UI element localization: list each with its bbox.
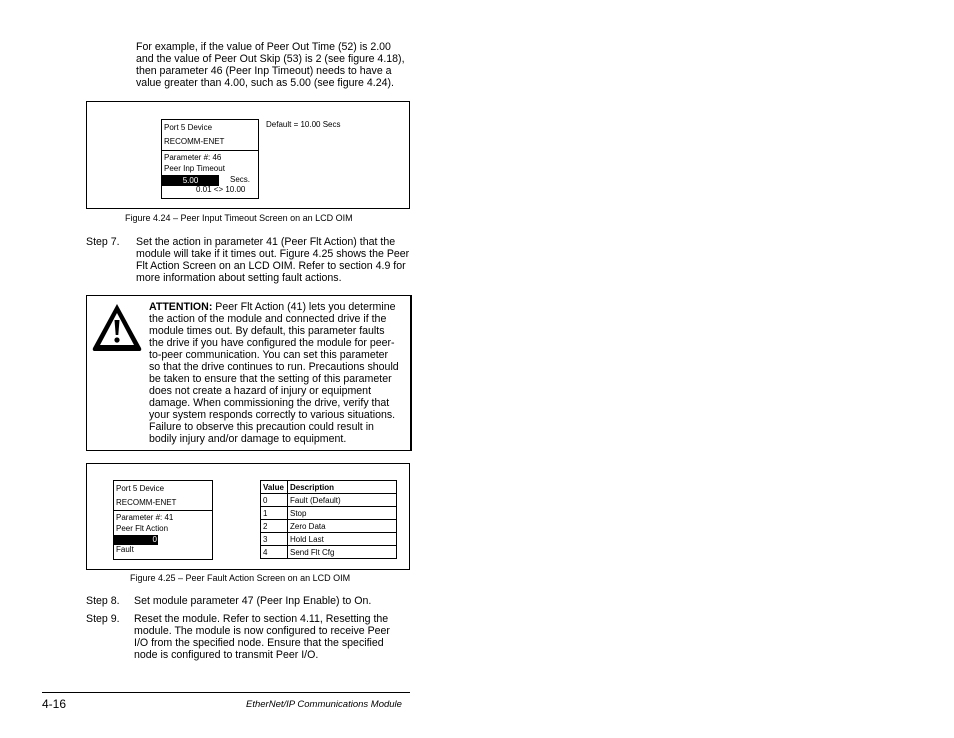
lcd-divider — [162, 150, 258, 151]
table-cell-description: Stop — [288, 507, 397, 520]
intro-line: then parameter 46 (Peer Inp Timeout) needs to have a — [136, 65, 392, 77]
warning-triangle-icon — [90, 301, 144, 353]
attention-line: the drive if you have configured the module for peer- — [149, 337, 395, 349]
attention-line: be taken to ensure that the setting of this parameter — [149, 373, 392, 385]
step-8-line: Set module parameter 47 (Peer Inp Enable) to On. — [134, 595, 372, 607]
lcd-divider — [114, 510, 212, 511]
table-row — [261, 520, 397, 533]
step-9-label: Step 9. — [86, 613, 120, 625]
page-number: 4-16 — [42, 697, 67, 711]
lcd-device: RECOMM-ENET — [116, 498, 177, 507]
step-7-line: module will take if it times out. Figure 4.25 shows the Peer — [136, 248, 410, 260]
footer-rule — [42, 692, 410, 693]
table-row — [261, 546, 397, 559]
figure-4-25-box — [86, 463, 410, 570]
attention-line: bodily injury and/or damage to equipment. — [149, 433, 347, 445]
attention-line: to-peer communication. You can set this parameter — [149, 349, 389, 361]
step-8-label: Step 8. — [86, 595, 120, 607]
attention-line: module times out. By default, this parameter faults — [149, 325, 385, 337]
lcd-param-name: Peer Inp Timeout — [164, 164, 225, 173]
figure-4-24-box — [86, 101, 410, 209]
attention-heading: ATTENTION: — [149, 301, 213, 313]
step-9-line: I/O from the specified node. Ensure that the specified — [134, 637, 384, 649]
step-8-text — [134, 595, 371, 607]
lcd-range: 0.01 <> 10.00 — [196, 185, 246, 194]
step-7-label: Step 7. — [86, 236, 120, 248]
table-row — [261, 533, 397, 546]
intro-paragraph — [136, 41, 405, 89]
attention-line: damage. When commissioning the drive, verify that — [149, 397, 390, 409]
attention-line: your system responds correctly to various situations. — [149, 409, 396, 421]
step-9-line: Reset the module. Refer to section 4.11, Resetting the — [134, 613, 389, 625]
step-9-line: node is configured to transmit Peer I/O. — [134, 649, 319, 661]
attention-line: Failure to observe this precaution could result in — [149, 421, 374, 433]
table-cell-value: 2 — [261, 520, 288, 533]
table-cell-value: 4 — [261, 546, 288, 559]
lcd-unit: Secs. — [230, 175, 251, 184]
step-7-text — [136, 236, 409, 284]
intro-line: and the value of Peer Out Skip (53) is 2 (see figure 4.18), — [136, 53, 405, 65]
attention-text — [149, 301, 399, 445]
lcd-value-highlight: 5.00 — [162, 175, 219, 186]
figure-4-24-caption: Figure 4.24 – Peer Input Timeout Screen on an LCD OIM — [125, 213, 353, 223]
lcd-screen-4-25 — [113, 480, 213, 560]
lcd-value-text: Fault — [116, 545, 134, 554]
step-9-line: module. The module is now configured to receive Peer — [134, 625, 390, 637]
table-row — [261, 507, 397, 520]
table-header-value: Value — [261, 481, 288, 494]
table-cell-description: Fault (Default) — [288, 494, 397, 507]
lcd-param-number: Parameter #: 46 — [164, 153, 222, 162]
attention-box — [86, 295, 412, 451]
attention-line: the action of the module and connected drive if the — [149, 313, 387, 325]
attention-line: so that the drive continues to run. Precautions should — [149, 361, 399, 373]
table-cell-value: 3 — [261, 533, 288, 546]
intro-line: value greater than 4.00, such as 5.00 (see figure 4.24). — [136, 77, 394, 89]
lcd-screen-4-24 — [161, 119, 259, 199]
table-cell-value: 1 — [261, 507, 288, 520]
table-header-description: Description — [288, 481, 397, 494]
table-cell-value: 0 — [261, 494, 288, 507]
table-cell-description: Hold Last — [288, 533, 397, 546]
attention-line: does not create a hazard of injury or equipment — [149, 385, 372, 397]
step-7-line: Set the action in parameter 41 (Peer Flt Action) that the — [136, 236, 396, 248]
lcd-param-number: Parameter #: 41 — [116, 513, 174, 522]
table-cell-description: Zero Data — [288, 520, 397, 533]
step-7-line: Flt Action Screen on an LCD OIM. Refer to section 4.9 for — [136, 260, 406, 272]
table-header-row — [261, 481, 397, 494]
intro-line: For example, if the value of Peer Out Time (52) is 2.00 — [136, 41, 391, 53]
lcd-port: Port 5 Device — [116, 484, 165, 493]
lcd-value-highlight: 0 — [114, 535, 158, 545]
lcd-port: Port 5 Device — [164, 123, 213, 132]
value-description-table — [260, 480, 397, 559]
table-row — [261, 494, 397, 507]
step-7-line: more information about setting fault actions. — [136, 272, 342, 284]
figure-4-25-caption: Figure 4.25 – Peer Fault Action Screen on an LCD OIM — [130, 573, 351, 583]
step-9-text — [134, 613, 390, 661]
table-cell-description: Send Flt Cfg — [288, 546, 397, 559]
lcd-device: RECOMM-ENET — [164, 137, 225, 146]
default-note: Default = 10.00 Secs — [266, 120, 341, 129]
lcd-param-name: Peer Flt Action — [116, 524, 169, 533]
attention-first-line — [149, 301, 399, 313]
footer-title: EtherNet/IP Communications Module — [246, 699, 402, 710]
attention-first-text: Peer Flt Action (41) lets you determine — [212, 301, 396, 313]
